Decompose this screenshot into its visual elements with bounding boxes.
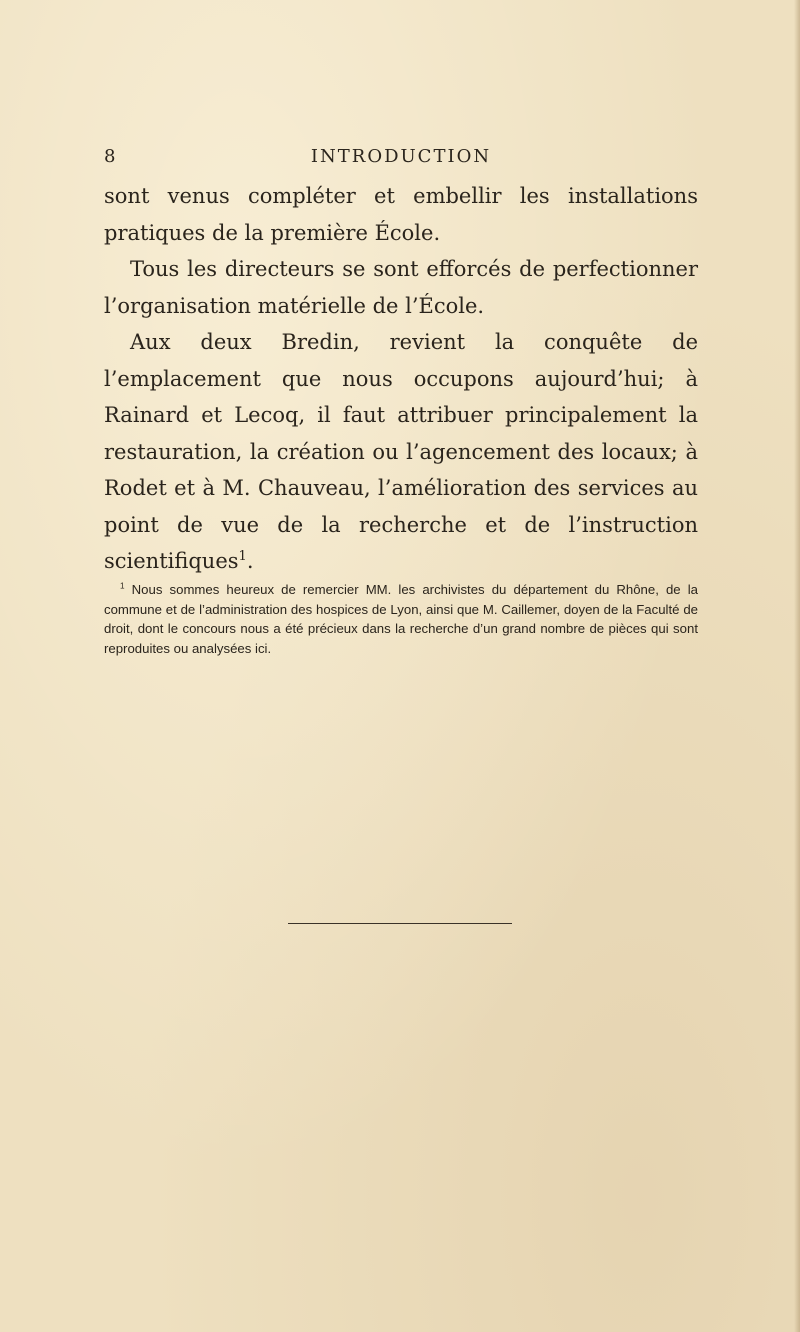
paragraph-continuation: sont venus compléter et embellir les installations pratiques de la première École. bbox=[104, 184, 698, 245]
page-number: 8 bbox=[104, 146, 117, 167]
footnote-reference: 1 bbox=[238, 549, 247, 564]
paragraph-bredin: Aux deux Bredin, revient la conquête de l’emplacement que nous occupons aujourd’hui; à Rainard et Lecoq, il faut attribuer principalement la restauration, la création ou l’agencement des locaux; à Rodet et à M. Chauveau, l’amélioration des services au point de vue de la recherche et de l’instruction scientifiques$^1$. bbox=[104, 330, 698, 573]
running-title: INTRODUCTION bbox=[310, 146, 492, 167]
footnote bbox=[104, 580, 698, 658]
running-head bbox=[104, 146, 698, 170]
paragraph-directors: Tous les directeurs se sont efforcés de perfectionner l’organisation matérielle de l’École. bbox=[104, 257, 698, 318]
footnote-marker: 1 bbox=[120, 581, 125, 591]
footnote-text: Nous sommes heureux de remercier MM. les archivistes du département du Rhône, de la commune et de l’administration des hospices de Lyon, ainsi que M. Caillemer, doyen de la Faculté de droit, dont le concours nous a été précieux dans la recherche d’un grand nombre de pièces qui sont reproduites ou analysées ici. bbox=[104, 582, 698, 656]
body-text bbox=[104, 178, 698, 580]
paragraph-bredin-text: Aux deux Bredin, revient la conquête de l’emplacement que nous occupons aujourd’hui; à Rainard et Lecoq, il faut attribuer principalement la restauration, la création ou l’agencement des locaux; à Rodet et à M. Chauveau, l’amélioration des services au point de vue de la recherche et de l’instruction scientifiques bbox=[104, 330, 698, 573]
section-divider-rule bbox=[288, 923, 512, 924]
page-edge-shadow bbox=[794, 0, 800, 1332]
